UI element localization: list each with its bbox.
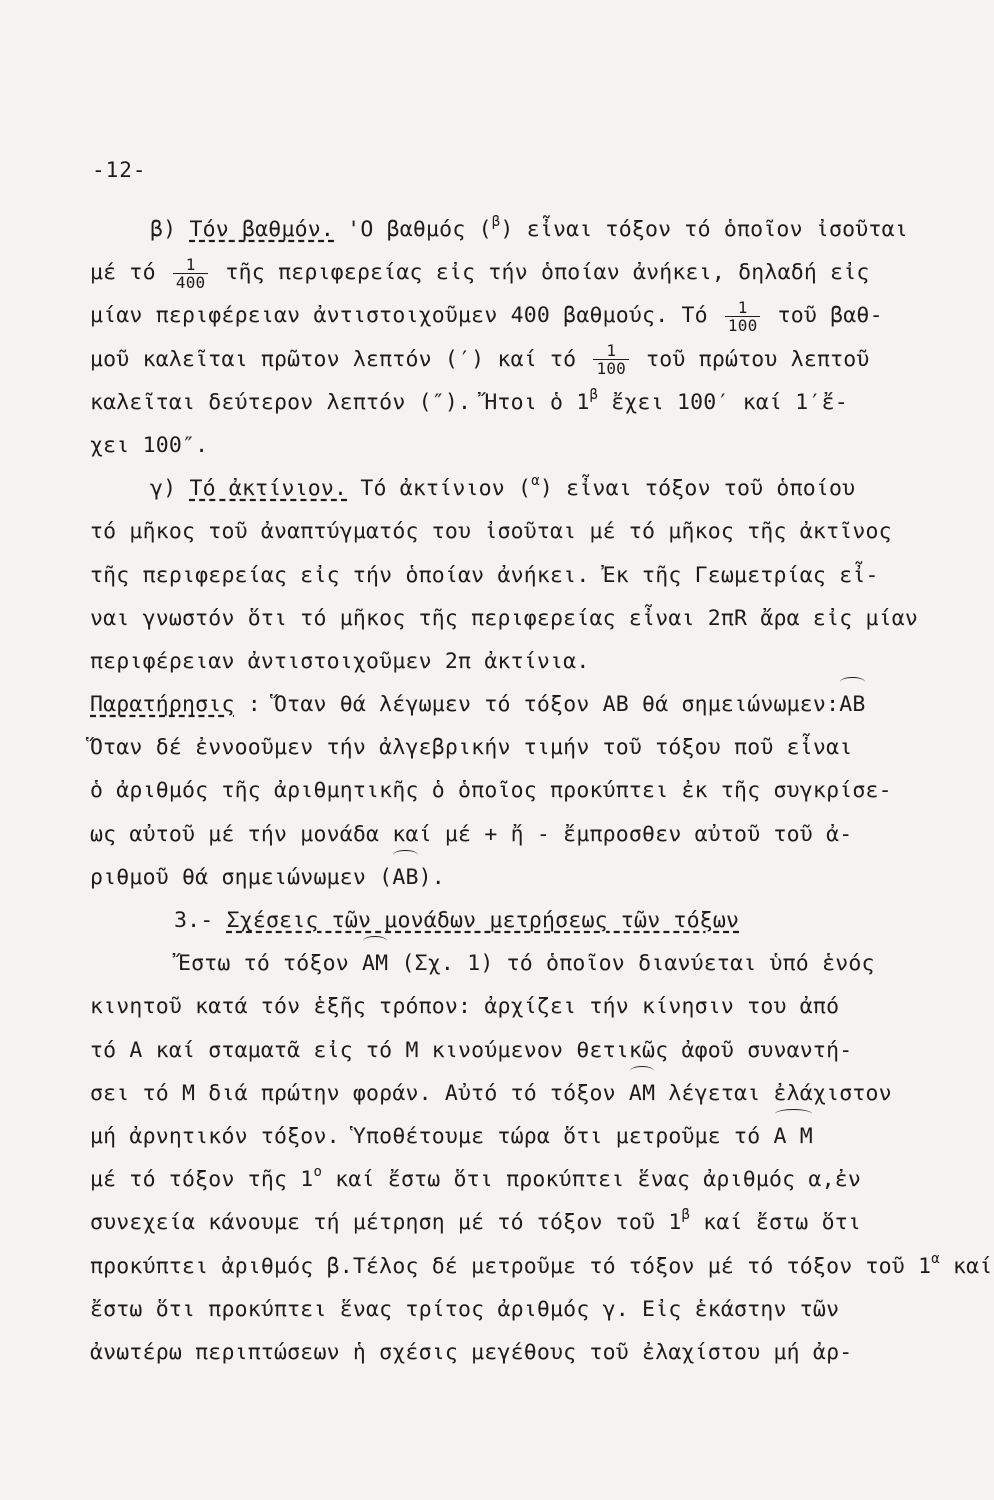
page-number: -12-: [92, 158, 147, 182]
text-run: καλεῖται δεύτερον λεπτόν (″). Ἤτοι ὁ 1: [90, 389, 590, 415]
text-run: 'Ο βαθμός (: [334, 217, 492, 242]
underlined-heading: Σχέσεις τῶν μονάδων μετρήσεως τῶν τόξων: [226, 908, 740, 933]
text-line: [90, 1158, 930, 1201]
text-run: ἔχει 100′ καί 1′ἔ-: [598, 389, 848, 415]
fraction: [173, 256, 209, 291]
text-run: ναι γνωστόν ὅτι τό μῆκος τῆς περιφερείας εἶναι 2πR ἄρα εἰς μίαν: [90, 605, 919, 631]
text-line: [90, 899, 930, 942]
underlined-heading: Τό ἀκτίνιον.: [189, 476, 348, 502]
text-run: μέ τό τόξον τῆς 1: [90, 1167, 314, 1193]
text-run: γ): [150, 476, 190, 502]
text-run: τῆς περιφερείας εἰς τήν ὁποίαν ἀνήκει. Ἐκ τῆς Γεωμετρίας εἶ-: [90, 562, 879, 588]
text-run: (Σχ. 1) τό ὁποῖον διανύεται ὑπό ἑνός: [388, 951, 875, 977]
text-run: ὁ ἀριθμός τῆς ἀριθμητικῆς ὁ ὁποῖος προκύπτει ἐκ τῆς συγκρίσε-: [90, 778, 892, 804]
text-run: β): [150, 217, 190, 242]
text-run: ἀνωτέρω περιπτώσεων ἡ σχέσις μεγέθους τοῦ ἐλαχίστου μή ἀρ-: [90, 1339, 853, 1365]
fraction-denominator: 400: [175, 272, 206, 292]
text-run: ως αὐτοῦ μέ τήν μονάδα καί μέ + ἤ - ἔμπροσθεν αὐτοῦ τοῦ ἀ-: [90, 821, 853, 847]
arc-notation: ΑΒ: [392, 856, 418, 899]
superscript: β: [589, 386, 599, 403]
text-line: [90, 813, 930, 856]
text-run: ) εἶναι τόξον τοῦ ὁποίου: [539, 476, 856, 502]
text-run: τοῦ πρώτου λεπτοῦ: [632, 346, 870, 372]
arc-notation: Α Μ: [774, 1115, 813, 1158]
superscript: ο: [313, 1164, 323, 1181]
fraction-numerator: 1: [173, 256, 209, 274]
arc-notation: ΑΜ: [629, 1072, 655, 1115]
text-run: Ὅταν δέ ἐννοοῦμεν τήν ἀλγεβρικήν τιμήν τοῦ τόξου ποῦ εἶναι: [90, 735, 853, 761]
text-line: [90, 942, 930, 985]
text-run: ἔστω ὅτι προκύπτει ἕνας τρίτος ἀριθμός γ. Εἰς ἑκάστην τῶν: [90, 1296, 840, 1322]
text-line: [90, 467, 930, 510]
text-run: τῆς περιφερείας εἰς τήν ὁποίαν ἀνήκει, δηλαδή εἰς: [212, 260, 870, 286]
text-line: [90, 1201, 930, 1244]
text-run: Τό ἀκτίνιον (: [347, 476, 532, 502]
text-line: [90, 597, 930, 640]
fraction-numerator: 1: [725, 299, 761, 317]
text-run: καί ἔστω ὅτι: [690, 1210, 861, 1236]
text-line: [90, 1245, 993, 1288]
text-run: λέγεται ἐλάχιστον: [655, 1080, 892, 1106]
fraction: [725, 299, 761, 334]
text-run: ).: [418, 864, 445, 890]
superscript: β: [491, 214, 501, 230]
text-run: μέ τό: [90, 260, 169, 286]
text-run: μοῦ καλεῖται πρῶτον λεπτόν (′) καί τό: [90, 346, 590, 372]
text-line: [90, 294, 930, 337]
text-run: κινητοῦ κατά τόν ἑξῆς τρόπον: ἀρχίζει τήν κίνησιν του ἀπό: [90, 994, 840, 1020]
text-run: Ἔστω τό τόξον: [178, 951, 363, 977]
text-line: [90, 769, 930, 812]
text-line: [90, 554, 930, 597]
text-run: καί ἔστω ὅτι προκύπτει ἕνας ἀριθμός α,ἐν: [322, 1167, 862, 1193]
text-line: [90, 510, 930, 553]
text-run: τοῦ βαθ-: [764, 303, 883, 329]
text-line: [90, 1029, 930, 1072]
text-run: μίαν περιφέρειαν ἀντιστοιχοῦμεν 400 βαθμούς. Τό: [90, 303, 721, 329]
fraction-denominator: 100: [596, 359, 626, 379]
text-run: τό μῆκος τοῦ ἀναπτύγματός του ἰσοῦται μέ τό μῆκος τῆς ἀκτῖνος: [90, 519, 892, 545]
fraction-numerator: 1: [593, 342, 629, 360]
text-run: συνεχεία κάνουμε τή μέτρηση μέ τό τόξον τοῦ 1: [90, 1210, 682, 1236]
fraction-denominator: 100: [727, 315, 758, 335]
arc-notation: ΑΜ: [362, 942, 388, 985]
text-run: προκύπτει ἀριθμός β.Τέλος δέ μετροῦμε τό τόξον μέ τό τόξον τοῦ 1: [90, 1253, 932, 1279]
text-run: 3.-: [174, 908, 227, 933]
text-run: σει τό Μ διά πρώτην φοράν. Αὐτό τό τόξον: [90, 1080, 629, 1106]
fraction: [593, 342, 629, 377]
text-line: [90, 726, 930, 769]
text-line: [90, 251, 930, 294]
text-line: [90, 424, 930, 467]
text-run: περιφέρειαν ἀντιστοιχοῦμεν 2π ἀκτίνια.: [90, 648, 590, 674]
text-line: [90, 381, 930, 424]
text-line: [90, 1115, 930, 1158]
text-line: [90, 640, 930, 683]
arc-notation: ΑΒ: [839, 683, 865, 726]
text-run: : Ὅταν θά λέγωμεν τό τόξον ΑΒ θά σημειώνωμεν:: [234, 692, 840, 718]
text-line: [90, 338, 930, 381]
superscript: β: [681, 1207, 691, 1224]
text-run: καί: [939, 1253, 993, 1279]
text-line: [90, 1288, 930, 1331]
text-line: [90, 683, 930, 726]
body-text: [90, 208, 993, 1374]
text-line: [90, 208, 930, 251]
text-run: χει 100″.: [90, 432, 209, 458]
text-line: [90, 856, 930, 899]
text-line: [90, 985, 930, 1028]
underlined-heading: Τόν βαθμόν.: [189, 217, 335, 242]
underlined-heading: Παρατήρησις: [90, 692, 235, 718]
text-line: [90, 1072, 930, 1115]
text-run: ) εἶναι τόξον τό ὁποῖον ἰσοῦται: [500, 217, 908, 242]
superscript: α: [531, 473, 540, 490]
text-run: μή ἀρνητικόν τόξον. Ὑποθέτουμε τώρα ὅτι μετροῦμε τό: [90, 1123, 774, 1149]
text-run: ριθμοῦ θά σημειώνωμεν (: [90, 864, 393, 890]
text-run: τό Α καί σταματᾶ εἰς τό Μ κινούμενον θετικῶς ἀφοῦ συναντή-: [90, 1037, 853, 1063]
text-line: [90, 1331, 930, 1374]
superscript: α: [931, 1250, 940, 1267]
